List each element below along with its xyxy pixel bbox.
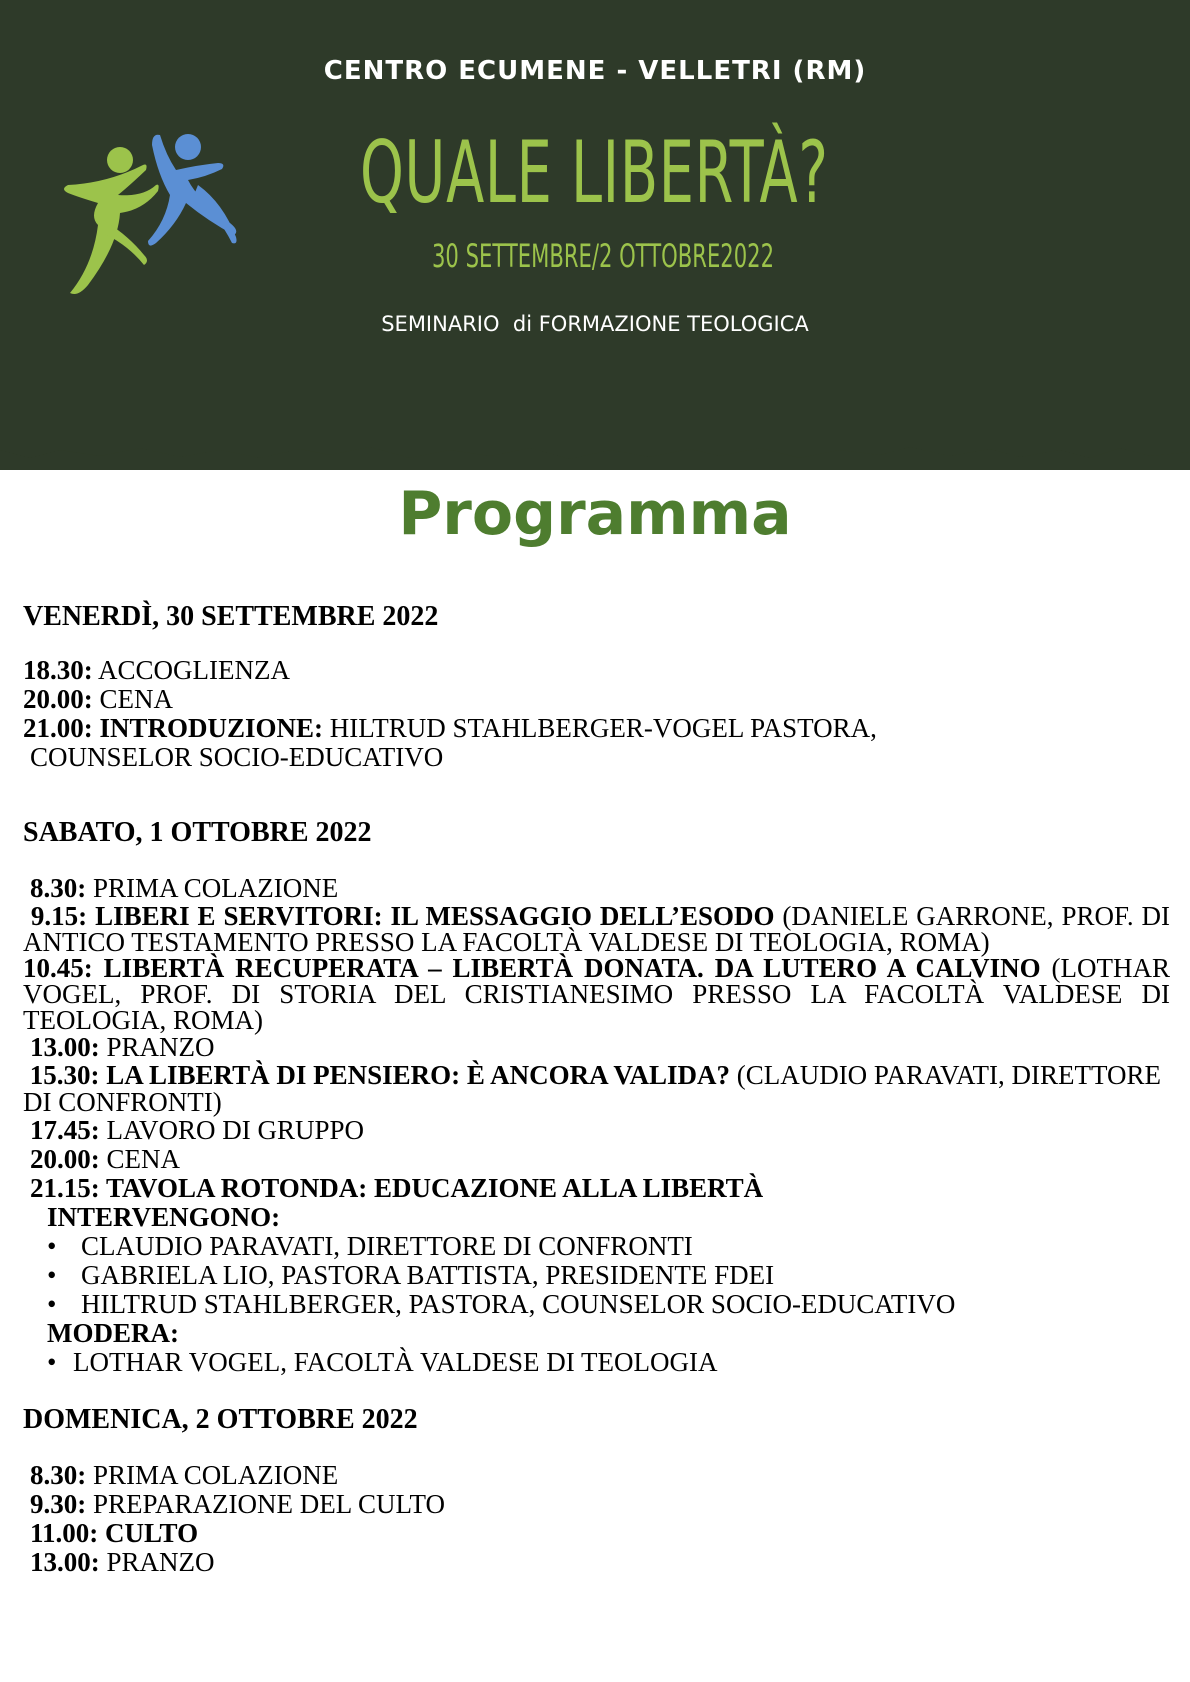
schedule-item: 21.15: TAVOLA ROTONDA: EDUCAZIONE ALLA LIBERTÀ <box>30 1173 764 1203</box>
schedule <box>23 600 1170 1577</box>
schedule-item: 8.30: PRIMA COLAZIONE <box>30 1460 339 1490</box>
list-item: • GABRIELA LIO, PASTORA BATTISTA, PRESIDENTE FDEI <box>47 1260 775 1290</box>
schedule-item-continuation: COUNSELOR SOCIO-EDUCATIVO <box>30 742 444 772</box>
schedule-item: 9.30: PREPARAZIONE DEL CULTO <box>30 1489 446 1519</box>
schedule-item: 13.00: PRANZO <box>30 1032 215 1062</box>
schedule-item: 10.45: LIBERTÀ RECUPERATA – LIBERTÀ DONATA. DA LUTERO A CALVINO (LOTHAR VOGEL, PROF. DI STORIA DEL CRISTIANESIMO PRESSO LA FACOLTÀ VALDESE DI TEOLOGIA, ROMA) <box>23 953 1170 1035</box>
event-title: QUALE LIBERTÀ? <box>360 123 829 223</box>
programma-heading: Programma <box>398 479 792 549</box>
schedule-item: 21.00: INTRODUZIONE: HILTRUD STAHLBERGER-VOGEL PASTORA, <box>23 713 877 743</box>
schedule-item: 17.45: LAVORO DI GRUPPO <box>30 1115 365 1145</box>
intervengono-label: INTERVENGONO: <box>47 1202 281 1232</box>
schedule-item: 20.00: CENA <box>30 1144 180 1174</box>
schedule-item: 18.30: ACCOGLIENZA <box>23 655 290 685</box>
schedule-item: 13.00: PRANZO <box>30 1547 215 1577</box>
header-banner <box>0 0 1190 470</box>
list-item: • CLAUDIO PARAVATI, DIRETTORE DI CONFRONTI <box>47 1231 693 1261</box>
day-heading: SABATO, 1 OTTOBRE 2022 <box>23 817 372 848</box>
schedule-item: 9.15: LIBERI E SERVITORI: IL MESSAGGIO DELL’ESODO (DANIELE GARRONE, PROF. DI ANTICO TESTAMENTO PRESSO LA FACOLTÀ VALDESE DI TEOLOGIA, ROMA) <box>23 901 1170 957</box>
day-heading: DOMENICA, 2 OTTOBRE 2022 <box>23 1404 418 1435</box>
schedule-item: 15.30: LA LIBERTÀ DI PENSIERO: È ANCORA VALIDA? (CLAUDIO PARAVATI, DIRETTORE DI CONFRONTI) <box>23 1060 1161 1117</box>
list-item: • LOTHAR VOGEL, FACOLTÀ VALDESE DI TEOLOGIA <box>47 1347 718 1377</box>
dancing-figures-logo-icon <box>48 125 263 310</box>
schedule-item: 8.30: PRIMA COLAZIONE <box>30 873 339 903</box>
schedule-item: 20.00: CENA <box>23 684 173 714</box>
event-dates: 30 SETTEMBRE/2 OTTOBRE2022 <box>432 237 775 275</box>
list-item: • HILTRUD STAHLBERGER, PASTORA, COUNSELOR SOCIO-EDUCATIVO <box>47 1289 956 1319</box>
schedule-item: 11.00: CULTO <box>30 1518 199 1548</box>
day-heading: VENERDÌ, 30 SETTEMBRE 2022 <box>23 601 439 632</box>
torn-edge-divider <box>0 430 1190 480</box>
event-subtitle: SEMINARIO di FORMAZIONE TEOLOGICA <box>381 312 809 336</box>
organization-name: CENTRO ECUMENE - VELLETRI (RM) <box>323 56 867 86</box>
modera-label: MODERA: <box>47 1318 179 1348</box>
